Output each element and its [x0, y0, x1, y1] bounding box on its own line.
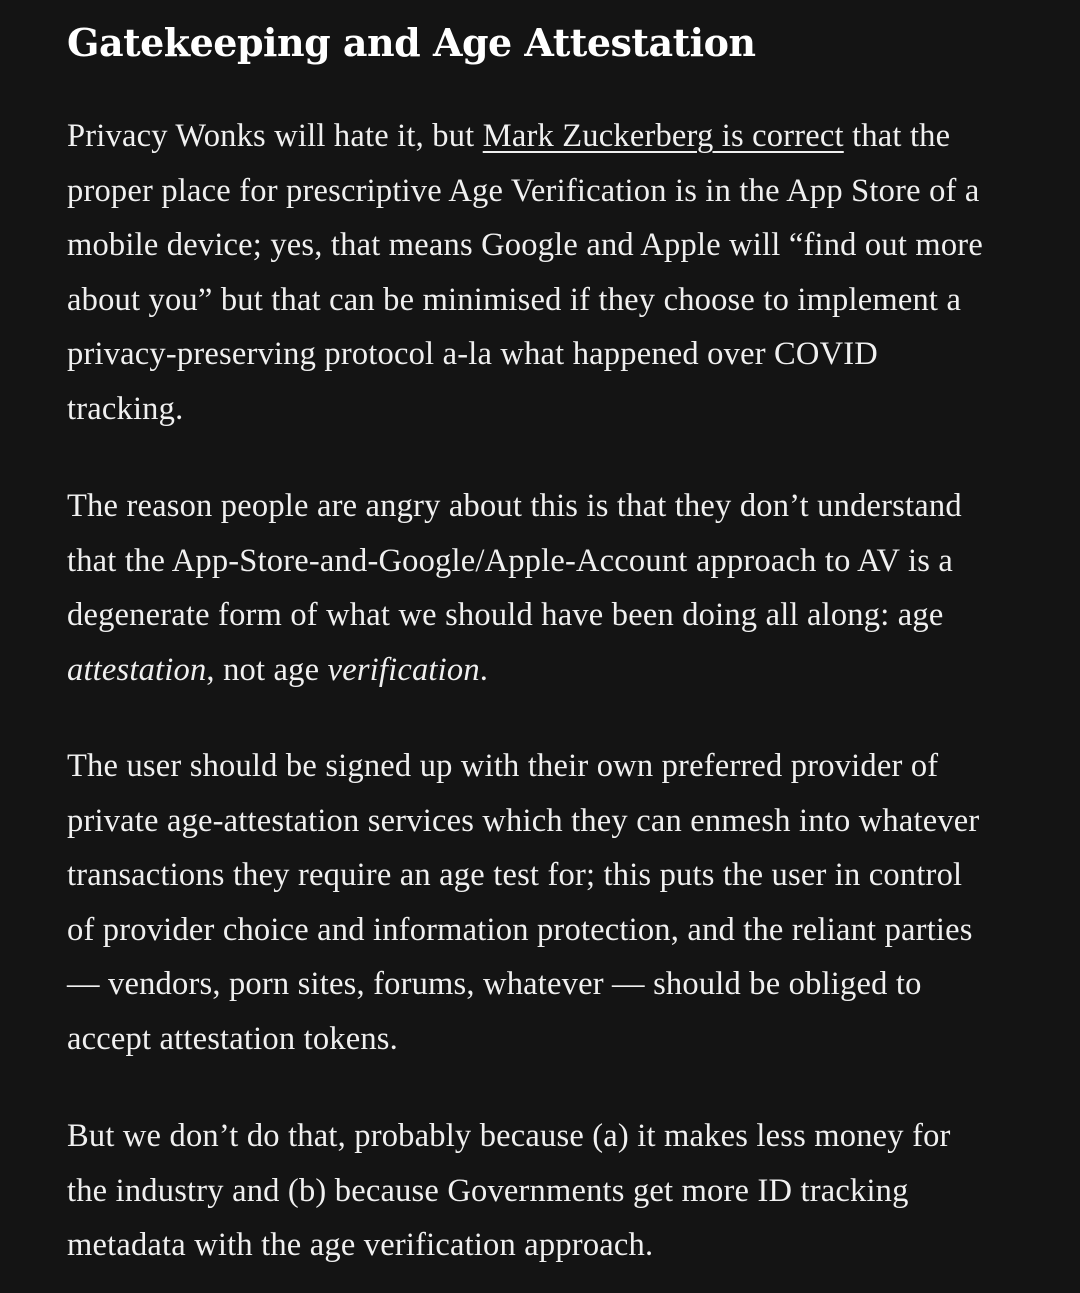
paragraph-4: But we don’t do that, probably because (a) it makes less money for the industry and (b) because Governments get more ID tracking metadata with the age verification approach. [67, 1118, 951, 1264]
paragraph-1-text-end: that the proper place for prescriptive Age Verification is in the App Store of a mobile device; yes, that means Google and Apple will “find out more about you” but that can be minimised if they choose to implement a privacy-preserving protocol a-la what happened over COVID tracking. [67, 118, 983, 427]
section-heading: Gatekeeping and Age Attestation [67, 20, 756, 65]
emphasis-verification: verification [327, 651, 480, 688]
paragraph-1-text-start: Privacy Wonks will hate it, but [67, 118, 483, 154]
paragraph-1 [67, 109, 997, 437]
paragraph-2 [67, 479, 997, 697]
paragraph-2-text-b: , not age [206, 651, 328, 688]
paragraph-2-text-c: . [479, 651, 489, 688]
mark-zuckerberg-link[interactable]: Mark Zuckerberg is correct [482, 118, 844, 154]
emphasis-attestation: attestation [67, 651, 207, 688]
paragraph-2-text-a: The reason people are angry about this is that they don’t understand that the App-Store-and-Google/Apple-Account approach to AV is a degenerate form of what we should have been doing all along: age [67, 488, 962, 634]
paragraph-3: The user should be signed up with their own preferred provider of private age-attestation services which they can enmesh into whatever transactions they require an age test for; this puts the user in control of provider choice and information protection, and the reliant parties — vendors, porn sites, forums, whatever — should be obliged to accept attestation tokens. [67, 748, 980, 1057]
